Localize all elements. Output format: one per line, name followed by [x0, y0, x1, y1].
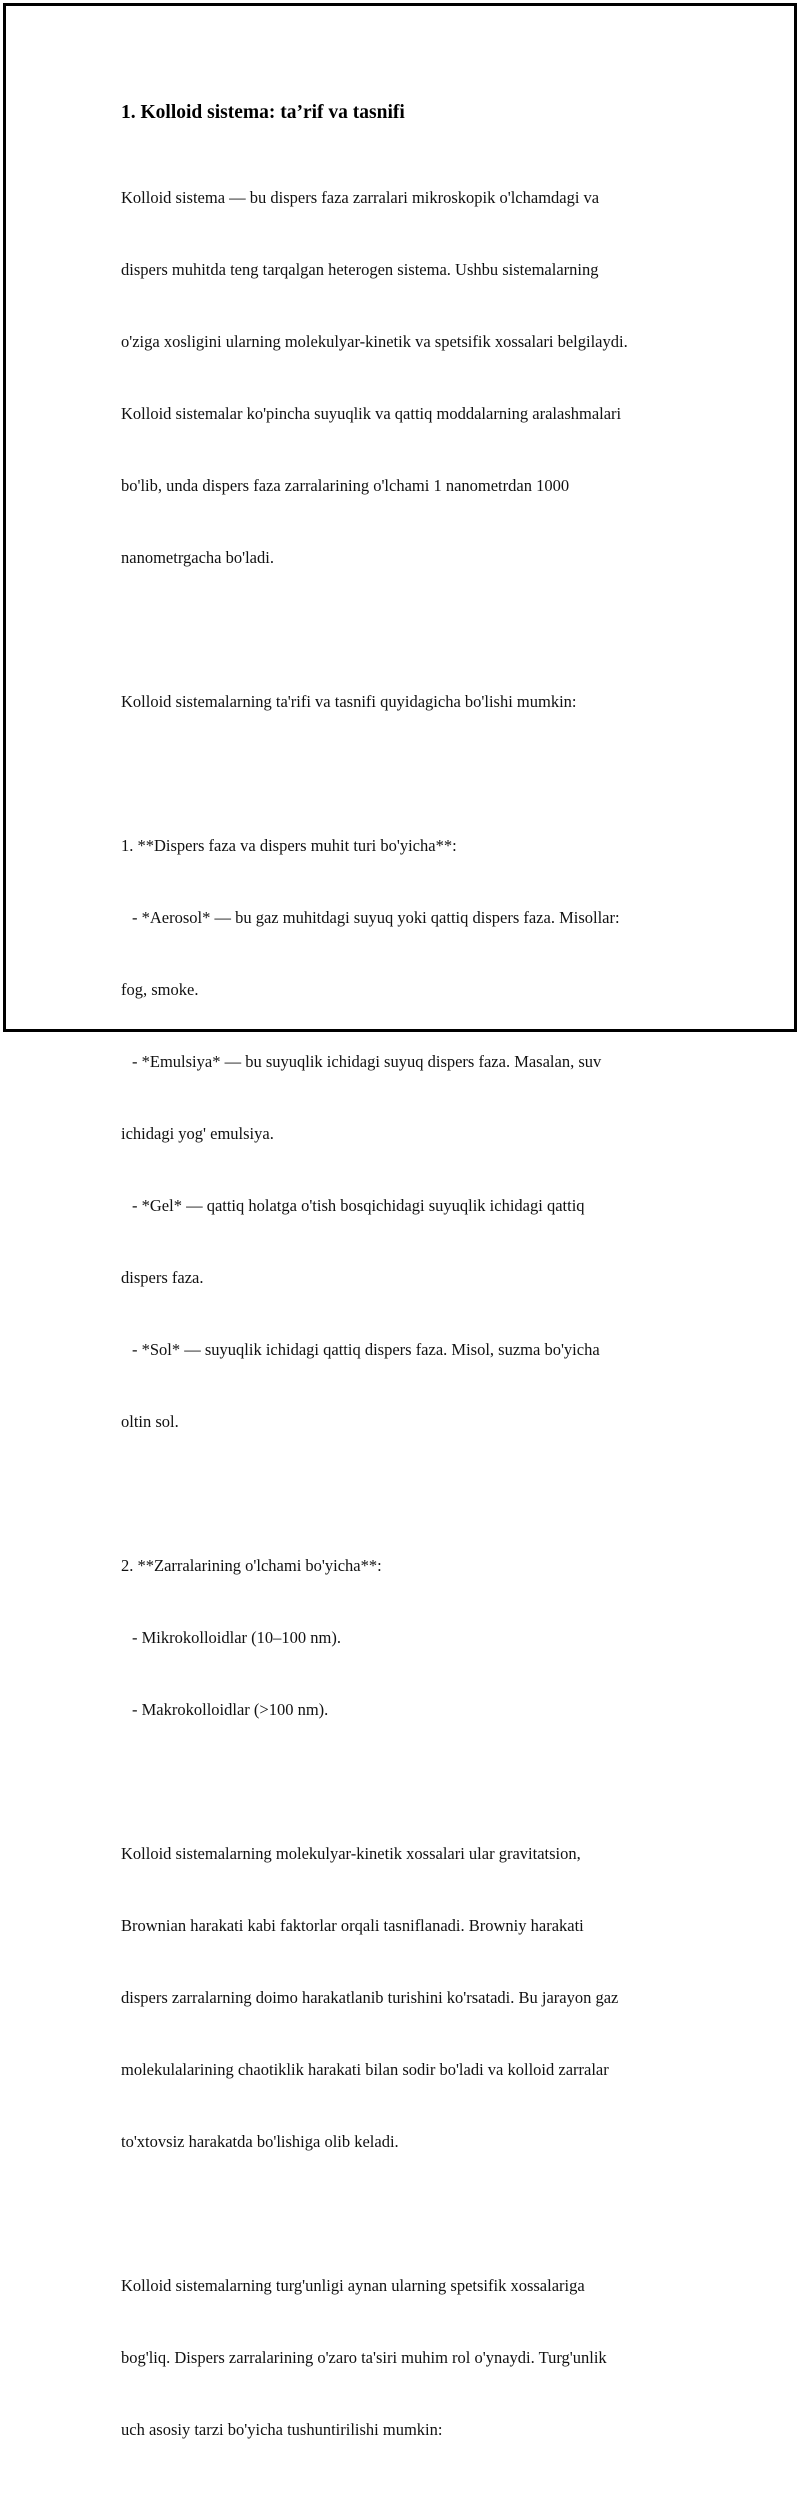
- paragraph-classification-intro: [121, 642, 681, 762]
- list-item: - Makrokolloidlar (>100 nm).: [132, 1700, 329, 1719]
- list-title: 2. **Zarralarining o'lchami bo'yicha**:: [121, 1556, 382, 1575]
- text-line: Kolloid sistemalarning molekulyar-kinetik xossalari ular gravitatsion,: [121, 1844, 581, 1863]
- list-item-continuation: dispers faza.: [121, 1268, 204, 1287]
- text-line: Kolloid sistemalarning turg'unligi aynan ularning spetsifik xossalariga: [121, 2276, 585, 2295]
- document-body: [121, 100, 681, 2514]
- text-line: Kolloid sistema — bu dispers faza zarralari mikroskopik o'lchamdagi va: [121, 188, 600, 207]
- list-item-continuation: ichidagi yog' emulsiya.: [121, 1124, 274, 1143]
- section-heading: 1. Kolloid sistema: ta’rif va tasnifi: [121, 102, 405, 123]
- list-item: - *Sol* — suyuqlik ichidagi qattiq dispers faza. Misol, suzma bo'yicha: [132, 1340, 600, 1359]
- text-line: o'ziga xosligini ularning molekulyar-kinetik va spetsifik xossalari belgilaydi.: [121, 332, 628, 351]
- list-item-continuation: oltin sol.: [121, 1412, 179, 1431]
- list-item: - Mikrokolloidlar (10–100 nm).: [132, 1628, 341, 1647]
- paragraph-definition: [121, 138, 681, 618]
- list-item: - *Aerosol* — bu gaz muhitdagi suyuq yoki qattiq dispers faza. Misollar:: [132, 908, 620, 927]
- list-item-continuation: fog, smoke.: [121, 980, 199, 999]
- paragraph-molecular-kinetic: [121, 1794, 681, 2202]
- list-dispersion-type: [121, 786, 681, 1482]
- text-line: uch asosiy tarzi bo'yicha tushuntirilishi mumkin:: [121, 2420, 443, 2439]
- text-line: bog'liq. Dispers zarralarining o'zaro ta'siri muhim rol o'ynaydi. Turg'unlik: [121, 2348, 607, 2367]
- text-line: Brownian harakati kabi faktorlar orqali tasniflanadi. Browniy harakati: [121, 1916, 584, 1935]
- text-line: dispers muhitda teng tarqalgan heterogen sistema. Ushbu sistemalarning: [121, 260, 599, 279]
- list-item: - *Gel* — qattiq holatga o'tish bosqichidagi suyuqlik ichidagi qattiq: [132, 1196, 585, 1215]
- list-title: 1. **Dispers faza va dispers muhit turi bo'yicha**:: [121, 836, 457, 855]
- text-line: molekulalarining chaotiklik harakati bilan sodir bo'ladi va kolloid zarralar: [121, 2060, 609, 2079]
- text-line: bo'lib, unda dispers faza zarralarining o'lchami 1 nanometrdan 1000: [121, 476, 570, 495]
- text-line: Kolloid sistemalarning ta'rifi va tasnifi quyidagicha bo'lishi mumkin:: [121, 692, 577, 711]
- text-line: Kolloid sistemalar ko'pincha suyuqlik va qattiq moddalarning aralashmalari: [121, 404, 622, 423]
- page-frame: [3, 3, 797, 2439]
- text-line: to'xtovsiz harakatda bo'lishiga olib keladi.: [121, 2132, 399, 2151]
- text-line: nanometrgacha bo'ladi.: [121, 548, 274, 567]
- list-item: - *Emulsiya* — bu suyuqlik ichidagi suyuq dispers faza. Masalan, suv: [132, 1052, 602, 1071]
- list-particle-size: [121, 1506, 681, 1770]
- paragraph-stability: [121, 2226, 681, 2490]
- text-line: dispers zarralarning doimo harakatlanib turishini ko'rsatadi. Bu jarayon gaz: [121, 1988, 619, 2007]
